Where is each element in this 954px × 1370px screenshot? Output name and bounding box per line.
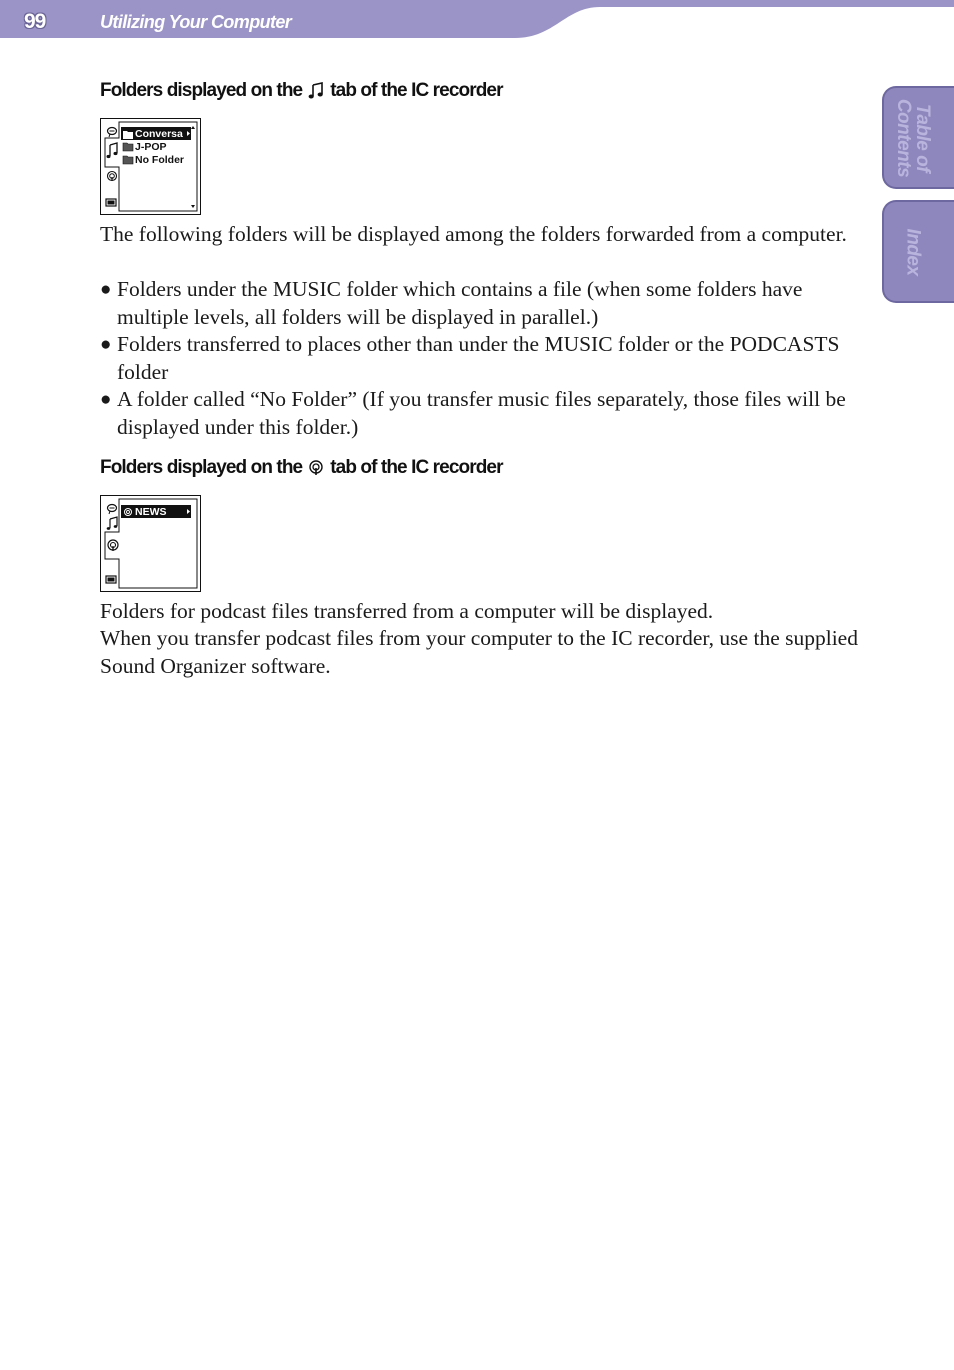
lcd-item-selected: Conversa [135,128,183,140]
folder-icon [123,156,133,164]
music-intro-paragraph: The following folders will be displayed among the folders forwarded from a computer. [100,222,847,246]
bullet-dot: ● [100,334,112,355]
toc-tab-label-1: Table of [912,103,933,172]
list-item [100,386,860,441]
header-bar [0,0,954,44]
list-item [100,276,860,331]
page-number: 99 [24,10,46,33]
section-title: Utilizing Your Computer [100,12,292,32]
voice-icon [108,505,117,515]
battery-icon [106,576,116,583]
heading-text-after: tab of the IC recorder [330,457,503,478]
music-folder-bullets [100,276,860,441]
heading-text-before: Folders displayed on the [100,457,303,478]
index-tab[interactable] [882,200,954,303]
folder-icon [123,143,133,151]
lcd-item: No Folder [135,154,184,166]
lcd-item-selected: NEWS [135,506,167,518]
lcd-item: J-POP [135,141,167,153]
bullet-dot: ● [100,389,112,410]
podcast-icon [108,172,117,182]
toc-tab-label-2: Contents [893,98,914,177]
podcast-icon [308,459,324,477]
music-note-icon [107,517,118,530]
heading-text-before: Folders displayed on the [100,80,303,101]
music-note-icon [308,82,324,100]
heading-text-after: tab of the IC recorder [330,80,503,101]
ic-recorder-podcast-screen [100,495,201,592]
podcast-paragraph-2: When you transfer podcast files from your computer to the IC recorder, use the supplied Sound Organizer software. [100,626,858,678]
index-tab-label: Index [902,227,924,276]
folder-icon [123,131,133,139]
podcast-paragraph-1: Folders for podcast files transferred from a computer will be displayed. [100,599,714,623]
list-item-text: Folders transferred to places other than under the MUSIC folder or the PODCASTS folder [117,332,840,384]
voice-icon [108,128,117,138]
table-of-contents-tab[interactable] [882,86,954,189]
podcast-tab-heading [100,457,503,479]
list-item [100,331,860,386]
list-item-text: A folder called “No Folder” (If you transfer music files separately, those files will be displayed under this folder.) [117,387,846,439]
ic-recorder-music-screen [100,118,201,215]
list-item-text: Folders under the MUSIC folder which contains a file (when some folders have multiple levels, all folders will be displayed in parallel.) [117,277,803,329]
bullet-dot: ● [100,279,112,300]
podcast-icon [108,540,118,551]
battery-icon [106,199,116,206]
music-note-icon [107,143,118,158]
music-tab-heading [100,80,503,102]
